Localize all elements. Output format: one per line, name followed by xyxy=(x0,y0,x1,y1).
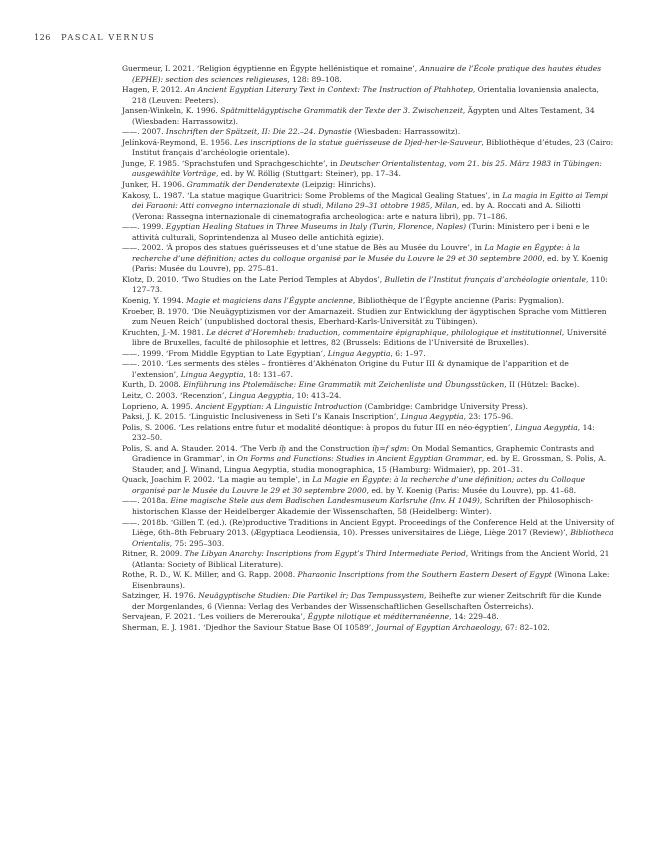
bibliography-entry: Quack, Joachim F. 2002. ‘La magie au temple’, in La Magie en Égypte: à la recherche d’une définition; actes du Colloque organisé par le Musée du Louvre le 29 et 30 septembre 2000, ed. by Y. Koenig (Paris: Musée du Louvre), pp. 41–68. xyxy=(122,475,586,495)
bibliography-entry: Hagen, F. 2012. An Ancient Egyptian Literary Text in Context: The Instruction of Ptahhotep, Orientalia lovaniensia analecta, 218 (Leuven: Peeters). xyxy=(122,85,599,105)
bibliography-entry: Loprieno, A. 1995. Ancient Egyptian: A Linguistic Introduction (Cambridge: Cambridge University Press). xyxy=(122,401,528,411)
bibliography-entry: Polis, S. 2006. ‘Les relations entre futur et modalité déontique: à propos du futur III en néo-égyptien’, Lingua Aegyptia, 14: 232–50. xyxy=(122,422,595,443)
bibliography-entry: Satzinger, H. 1976. Neuägyptische Studien: Die Partikel ír; Das Tempussystem, Beihefte zur wiener Zeitschrift für die Kunde der Morgenlandes, 6 (Vienna: Verlag des Verbandes der Wissenschaftlichen Gesellschaften Österreichs). xyxy=(122,591,602,611)
bibliography-entry: Kurth, D. 2008. Einführung ins Ptolemäische: Eine Grammatik mit Zeichenliste und Übungsstücken, II (Hützel: Backe). xyxy=(122,380,580,390)
bibliography-entry: Leitz, C. 2003. ‘Recenzion’, Lingua Aegyptia, 10: 413–24. xyxy=(122,390,342,400)
bibliography-entry: Sherman, E. J. 1981. ‘Djedhor the Saviour Statue Base OI 10589’, Journal of Egyptian Archaeology, 67: 82–102. xyxy=(122,622,550,632)
bibliography-entry: Paksi, J. K. 2015. ‘Linguistic Inclusiveness in Seti I’s Kanais Inscription’, Lingua Aegyptia, 23: 175–96. xyxy=(122,412,514,422)
bibliography-entry: Kakosy, L. 1987. ‘La statue magique Guaritrici: Some Problems of the Magical Gealing Statues’, in La magia in Egitto ai Tempi dei Faraoni: Atti convegno internazionale di studi, Milano 29–31 ottobre 1985, Milan, ed. by A. Roccati and A. Siliotti (Verona: Rassegna internazionale di cinematografia archeologica: arte e natura libri), pp. 71–186. xyxy=(122,190,609,221)
bibliography-entry: ——. 2018b. ‘Gillen T. (ed.). (Re)productive Traditions in Ancient Egypt. Proceedings of the Conference Held at the University of Liège, 6th–8th February 2013. (Ægyptiaca Leodiensia, 10). Presses universitaires de Liège, Liège 2017 (Review)’, Bibliotheca Orientalis, 75: 295–303. xyxy=(122,517,615,548)
bibliography-entry: Polis, S. and A. Stauder. 2014. ‘The Verb íḫ and the Construction íḫ=f sḏm: On Modal Semantics, Graphemic Contrasts and Gradience in Grammar’, in On Forms and Functions: Studies in Ancient Egyptian Grammar, ed. by E. Grossman, S. Polis, A. Stauder, and J. Winand, Lingua Aegyptia, studia monographica, 15 (Hamburg: Widmaier), pp. 201–31. xyxy=(122,443,607,474)
bibliography-entry: ——. 2018a. Eine magische Stele aus dem Badischen Landesmuseum Karlsruhe (Inv. H 1049), Schriften der Philosophisch-historischen Klasse der Heidelberger Akademie der Wissenschaften, 58 (Heidelberg: Winter). xyxy=(122,496,594,516)
bibliography-entry: Rothe, R. D., W. K. Miller, and G. Rapp. 2008. Pharaonic Inscriptions from the Southern Eastern Desert of Egypt (Winona Lake: Eisenbrauns). xyxy=(122,570,610,590)
bibliography-entry: ——. 2007. Inschriften der Spätzeit, II: Die 22.–24. Dynastie (Wiesbaden: Harrassowitz). xyxy=(122,127,461,137)
bibliography-entry: Junge, F. 1985. ‘Sprachstufen und Sprachgeschichte’, in Deutscher Orientalistentag, vom 21. bis 25. März 1983 in Tübingen: ausgewählte Vorträge, ed. by W. Röllig (Stuttgart: Steiner), pp. 17–34. xyxy=(122,158,602,179)
bibliography-entry: Servajean, F. 2021. ‘Les voiliers de Mererouka’, Égypte nilotique et méditerranéenne, 14: 229–48. xyxy=(122,612,499,622)
bibliography-entry: Jansen-Winkeln, K. 1996. Spätmittelägyptische Grammatik der Texte der 3. Zwischenzeit, Ägypten und Altes Testament, 34 (Wiesbaden: Harrassowitz). xyxy=(122,106,595,126)
bibliography-entry: Kruchten, J.-M. 1981. Le décret d’Horemheb: traduction, commentaire épigraphique, philologique et institutionnel, Université libre de Bruxelles, faculté de philosophie et lettres, 82 (Brussels: Editions de l’Université de Bruxelles). xyxy=(122,327,607,348)
bibliography-entry: Koenig, Y. 1994. Magie et magiciens dans l’Égypte ancienne, Bibliothèque de l’Égypte ancienne (Paris: Pygmalion). xyxy=(122,296,565,306)
bibliography-entry: ——. 2010. ‘Les serments des stèles – frontières d’Akhénaton Origine du Futur III & dynamique de l’apparition et de l’extension’, Lingua Aegyptia, 18: 131–67. xyxy=(122,359,569,379)
bibliography-entry: ——. 1999. ‘From Middle Egyptian to Late Egyptian’, Lingua Aegyptia, 6: 1–97. xyxy=(122,348,426,358)
bibliography-entry: Kroeber, B. 1970. ‘Die Neuägyptizismen vor der Amarnazeit. Studien zur Entwicklung der ägyptischen Sprache vom Mittleren zum Neuen Reich’ (unpublished doctoral thesis, Eberhard-Karls-Universität zu Tübingen). xyxy=(122,306,607,327)
bibliography-entry: ——. 1999. Egyptian Healing Statues in Three Museums in Italy (Turin, Florence, Naples) (Turin: Ministero per i beni e le attività culturali, Soprintendenza al Museo delle antichità egizie). xyxy=(122,222,590,242)
bibliography-entry: Guermeur, I. 2021. ‘Religion égyptienne en Égypte hellénistique et romaine’, Annuaire de l’École pratique des hautes études (EPHE): section des sciences religieuses, 128: 89–108. xyxy=(122,64,602,84)
bibliography-entry: Klotz, D. 2010. ‘Two Studies on the Late Period Temples at Abydos’, Bulletin de l’Institut français d’archéologie orientale, 110: 127–73. xyxy=(122,274,608,295)
bibliography-entry: Jelínková-Reymond, E. 1956. Les inscriptions de la statue guérisseuse de Djed-her-le-Sauveur, Bibliothèque d’études, 23 (Cairo: Institut français d’archéologie orientale). xyxy=(122,137,614,158)
bibliography-entry: ——. 2002. ‘À propos des statues guérisseuses et d’une statue de Bès au Musée du Louvre’, in La Magie en Égypte: à la recherche d’une définition; actes du colloque organisé par le Musée du Louvre le 29 et 30 septembre 2000, ed. by Y. Koenig (Paris: Musée du Louvre), pp. 275–81. xyxy=(122,243,609,274)
running-head xyxy=(34,32,155,42)
author-name: PASCAL VERNUS xyxy=(61,32,156,42)
bibliography-entry: Ritner, R. 2009. The Libyan Anarchy: Inscriptions from Egypt’s Third Intermediate Period, Writings from the Ancient World, 21 (Atlanta: Society of Biblical Literature). xyxy=(122,549,610,569)
bibliography-entry: Junker, H. 1906. Grammatik der Denderatexte (Leipzig: Hinrichs). xyxy=(122,180,376,190)
page-number: 126 xyxy=(34,32,51,42)
bibliography-list xyxy=(122,64,615,634)
